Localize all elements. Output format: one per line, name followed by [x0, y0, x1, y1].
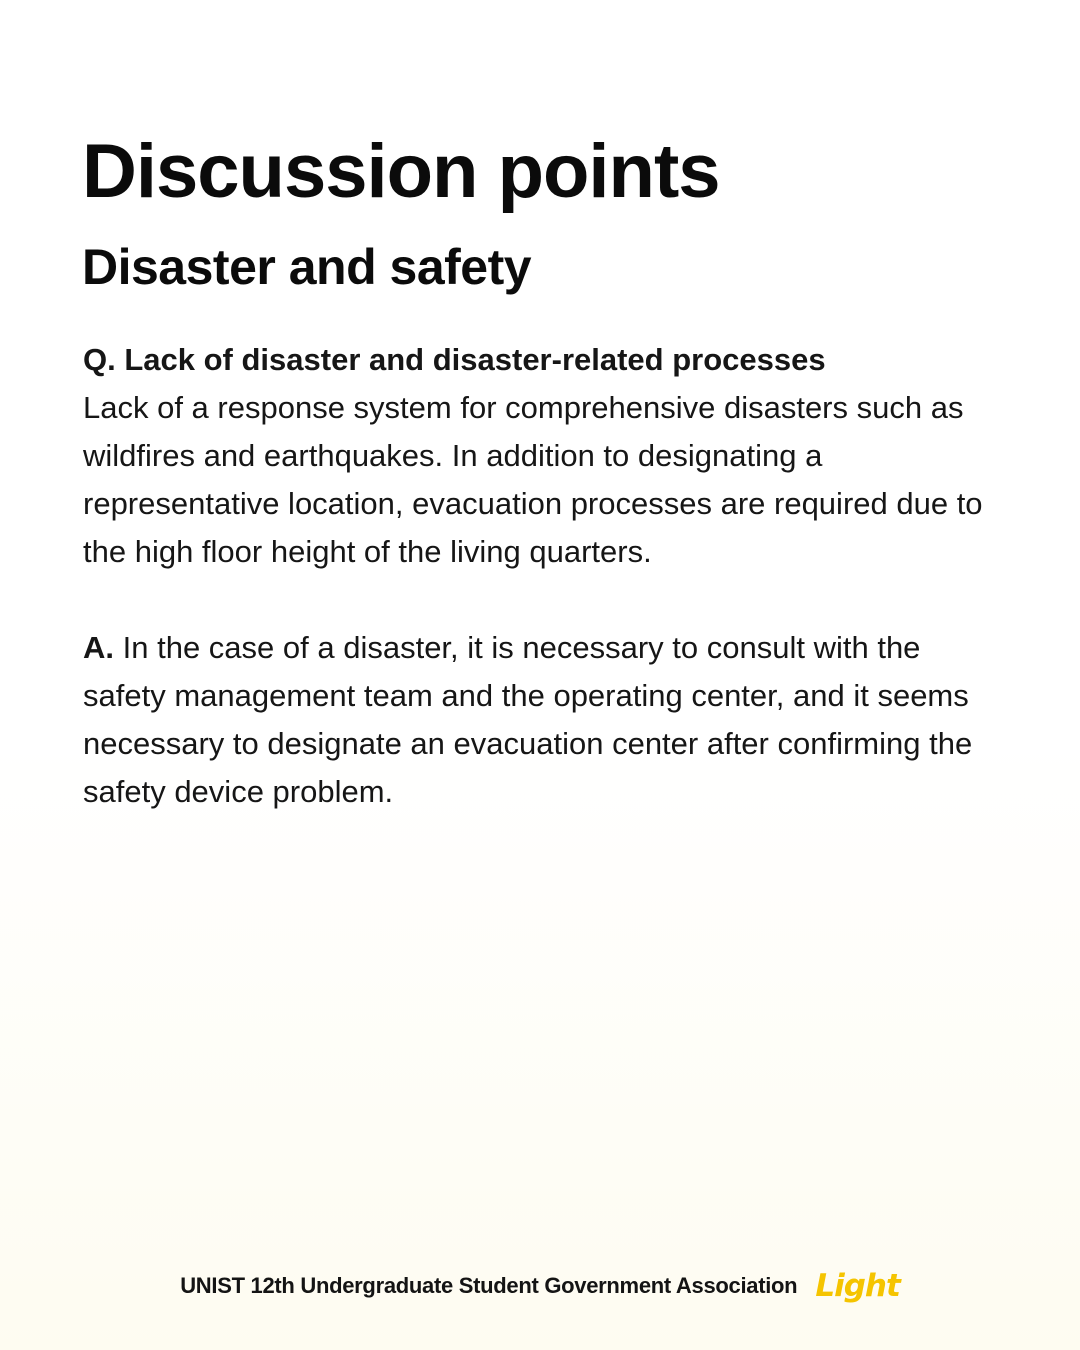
question-heading: Q. Lack of disaster and disaster-related processes	[83, 342, 826, 377]
answer-label: A.	[83, 630, 114, 665]
answer-body: In the case of a disaster, it is necessary to consult with the safety management team and the operating center, and it seems necessary to designate an evacuation center after confirming the safety device problem.	[83, 630, 973, 809]
footer	[0, 1264, 1080, 1308]
footer-organization: UNIST 12th Undergraduate Student Government Association	[180, 1273, 798, 1298]
discussion-content	[83, 336, 983, 816]
light-logo: Light	[815, 1268, 900, 1304]
page-subtitle: Disaster and safety	[82, 239, 532, 295]
question-body: Lack of a response system for comprehensive disasters such as wildfires and earthquakes. In addition to designating a representative location, evacuation processes are required due to the high floor height of the living quarters.	[83, 390, 983, 569]
page-title: Discussion points	[82, 129, 720, 214]
answer-paragraph	[83, 624, 983, 816]
